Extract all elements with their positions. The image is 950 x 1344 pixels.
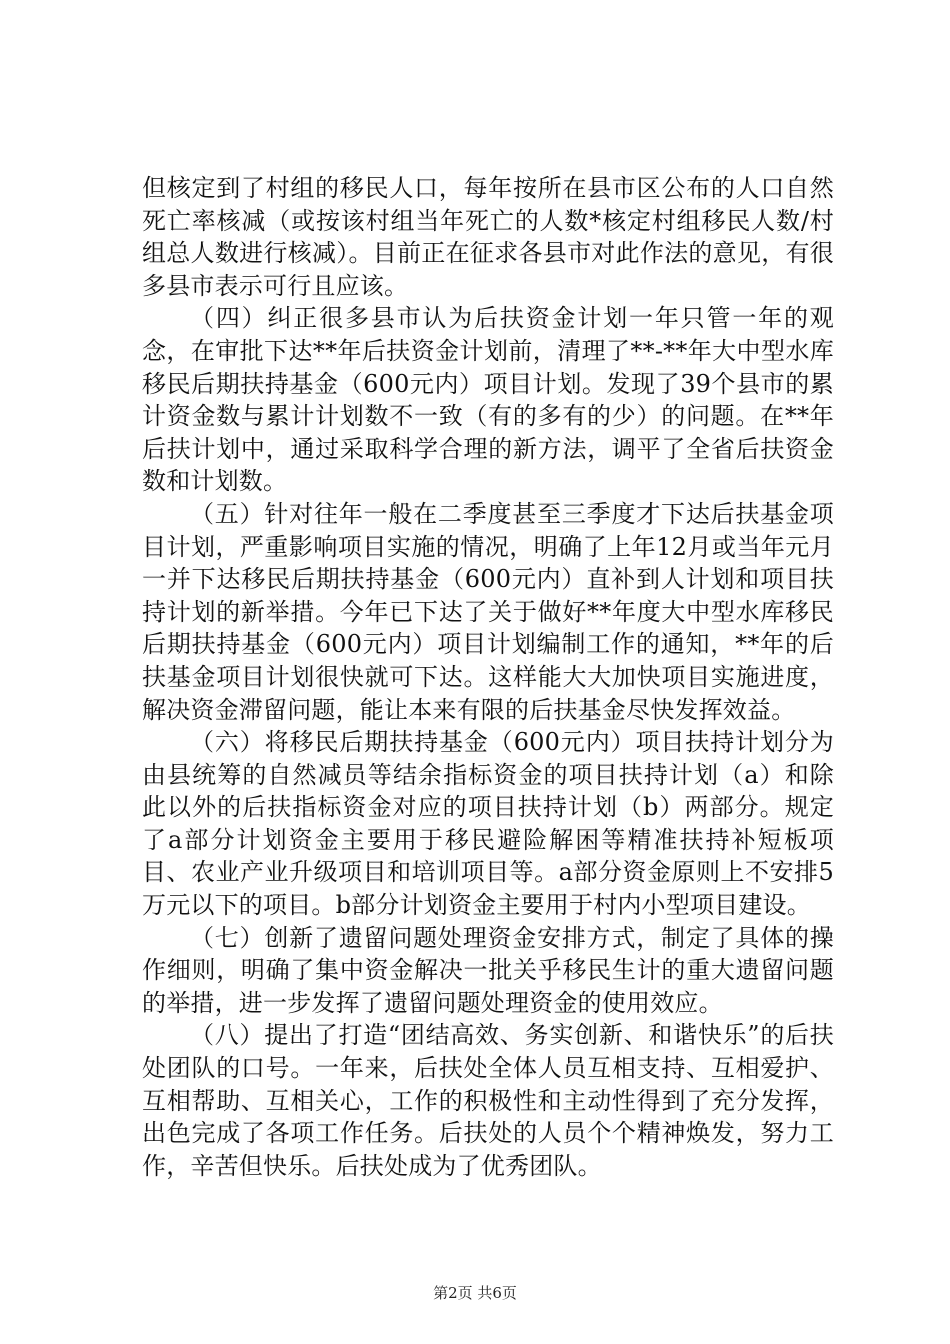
paragraph-section-5: （五）针对往年一般在二季度甚至三季度才下达后扶基金项目计划，严重影响项目实施的情况，明确了上年12月或当年元月一并下达移民后期扶持基金（600元内）直补到人计划和项目扶持计划的新举措。今年已下达了关于做好**年度大中型水库移民后期扶持基金（600元内）项目计划编制工作的通知，**年的后扶基金项目计划很快就可下达。这样能大大加快项目实施进度，解决资金滞留问题，能让本来有限的后扶基金尽快发挥效益。 xyxy=(142,499,834,724)
paragraph-section-6: （六）将移民后期扶持基金（600元内）项目扶持计划分为由县统筹的自然减员等结余指标资金的项目扶持计划（a）和除此以外的后扶指标资金对应的项目扶持计划（b）两部分。规定了a部分计划资金主要用于移民避险解困等精准扶持补短板项目、农业产业升级项目和培训项目等。a部分资金原则上不安排5万元以下的项目。b部分计划资金主要用于村内小型项目建设。 xyxy=(142,728,834,920)
paragraph-section-8: （八）提出了打造“团结高效、务实创新、和谐快乐”的后扶处团队的口号。一年来，后扶处全体人员互相支持、互相爱护、互相帮助、互相关心，工作的积极性和主动性得到了充分发挥，出色完成了各项工作任务。后扶处的人员个个精神焕发，努力工作，辛苦但快乐。后扶处成为了优秀团队。 xyxy=(142,1021,834,1180)
paragraph-continuation: 但核定到了村组的移民人口，每年按所在县市区公布的人口自然死亡率核减（或按该村组当年死亡的人数*核定村组移民人数/村组总人数进行核减）。目前正在征求各县市对此作法的意见，有很多县市表示可行且应该。 xyxy=(142,174,834,300)
page-number-footer: 第2页 共6页 xyxy=(433,1284,517,1302)
paragraph-section-4: （四）纠正很多县市认为后扶资金计划一年只管一年的观念，在审批下达**年后扶资金计划前，清理了**-**年大中型水库移民后期扶持基金（600元内）项目计划。发现了39个县市的累计资金数与累计计划数不一致（有的多有的少）的问题。在**年后扶计划中，通过采取科学合理的新方法，调平了全省后扶资金数和计划数。 xyxy=(142,304,834,496)
paragraph-section-7: （七）创新了遗留问题处理资金安排方式，制定了具体的操作细则，明确了集中资金解决一批关乎移民生计的重大遗留问题的举措，进一步发挥了遗留问题处理资金的使用效应。 xyxy=(142,923,834,1017)
document-body xyxy=(142,172,834,1182)
